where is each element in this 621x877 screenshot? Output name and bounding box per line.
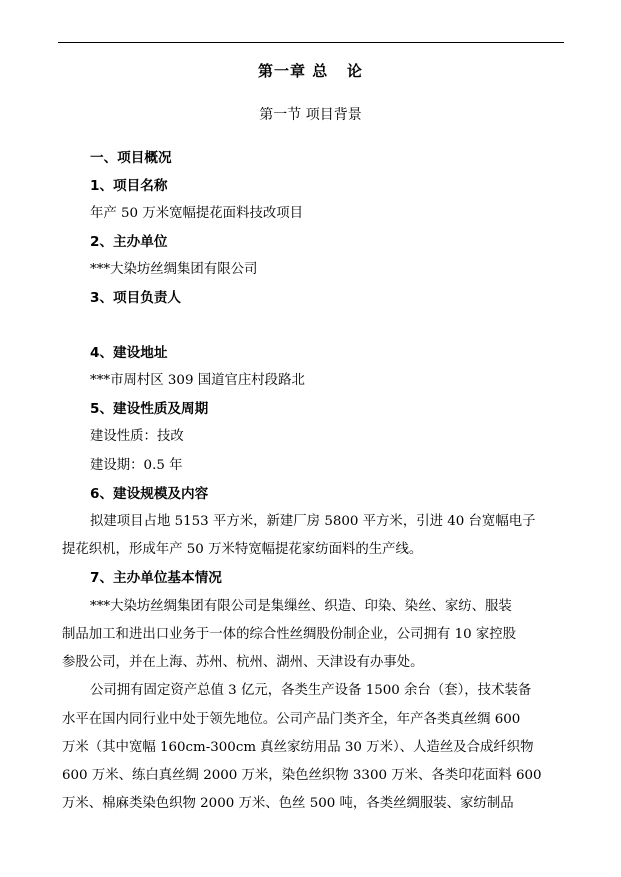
name-value: 年产 50 万米宽幅提花面料技改项目: [90, 206, 304, 221]
basic-p2-line-1: 公司拥有固定资产总值 3 亿元，各类生产设备 1500 余台（套），技术装备: [90, 683, 532, 698]
name-heading: 1、项目名称: [90, 178, 168, 194]
chapter-title: 第一章 总 论: [258, 62, 363, 80]
basic-p2-line-2: 水平在国内同行业中处于领先地位。公司产品门类齐全，年产各类真丝绸 600: [62, 712, 521, 727]
basic-p2-line-3: 万米（其中宽幅 160cm-300cm 真丝家纺用品 30 万米）、人造丝及合成纤织物: [62, 740, 534, 755]
basic-p2-line-5: 万米、棉麻类染色织物 2000 万米、色丝 500 吨，各类丝绸服装、家纺制品: [62, 796, 514, 811]
sponsor-value: ***大染坊丝绸集团有限公司: [90, 262, 258, 277]
nature-heading: 5、建设性质及周期: [90, 401, 209, 417]
scale-line-1: 拟建项目占地 5153 平方米，新建厂房 5800 平方米，引进 40 台宽幅电子: [90, 514, 536, 529]
basic-p1-line-3: 参股公司，并在上海、苏州、杭州、湖州、天津设有办事处。: [62, 655, 424, 670]
period-value: 建设期：0.5 年: [90, 458, 183, 473]
basic-heading: 7、主办单位基本情况: [90, 570, 222, 586]
scale-line-2: 提花织机，形成年产 50 万米特宽幅提花家纺面料的生产线。: [62, 542, 423, 557]
basic-p2-line-4: 600 万米、练白真丝绸 2000 万米，染色丝织物 3300 万米、各类印花面料 600: [62, 768, 542, 783]
site-heading: 4、建设地址: [90, 345, 168, 361]
sponsor-heading: 2、主办单位: [90, 234, 168, 250]
scale-heading: 6、建设规模及内容: [90, 486, 209, 502]
leader-heading: 3、项目负责人: [90, 290, 182, 306]
overview-heading: 一、项目概况: [90, 150, 172, 166]
site-value: ***市周村区 309 国道官庄村段路北: [90, 373, 305, 388]
basic-p1-line-2: 制品加工和进出口业务于一体的综合性丝绸股份制企业，公司拥有 10 家控股: [62, 627, 517, 642]
header-rule: [58, 42, 564, 43]
section-title: 第一节 项目背景: [259, 107, 362, 123]
nature-value: 建设性质：技改: [90, 429, 184, 444]
basic-p1-line-1: ***大染坊丝绸集团有限公司是集缫丝、织造、印染、染丝、家纺、服装: [90, 599, 512, 614]
